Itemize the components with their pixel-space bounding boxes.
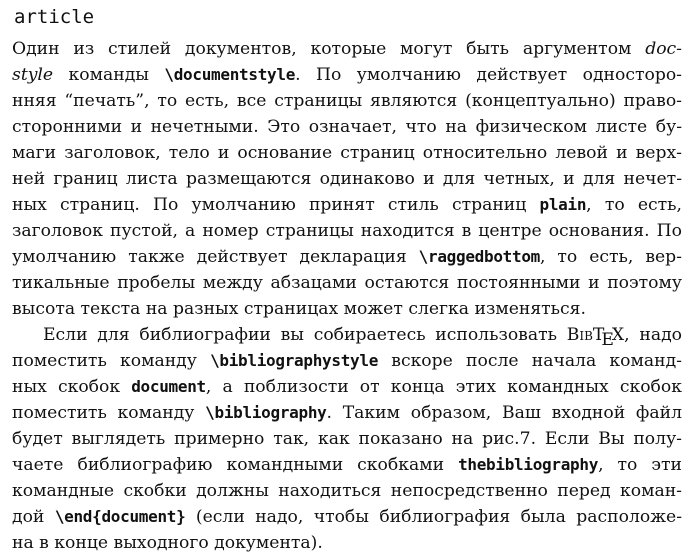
paragraph-line: тикальные пробелы между абзацами остаются постоянными и поэтому [12,273,682,293]
text-run: , то есть, вер- [539,247,682,267]
text-run: ных скобок [12,377,132,397]
paragraph-line [12,244,682,270]
italic-text: style [12,65,54,85]
text-run: умолчанию также действует декларация [12,247,419,267]
text-run: X, надо [611,325,682,345]
paragraph-line: будет выглядеть примерно так, как показано на рис.7. Если Вы полу- [12,429,682,449]
code-command: thebibliography [458,455,599,474]
paragraph-line: ней границ листа размещаются одинаково и для четных, и для нечет- [12,169,682,189]
italic-text: doc- [645,39,682,59]
text-run: вскоре после начала команд- [378,351,682,371]
text-run: , то эти [598,455,682,475]
text-run: команды [53,65,165,85]
paragraph-line: на в конце выходного документа). [12,533,323,553]
document-page [12,0,683,553]
text-run: поместить команду [12,351,211,371]
paragraph-line: маги заголовок, тело и основание страниц относительно левой и верх- [12,143,682,163]
section-heading: article [14,6,95,28]
bibtex-logo-part: BibT [566,325,605,345]
text-run: поместить команду [12,403,206,423]
text-run: чаете библиографию командными скобками [12,455,459,475]
paragraph-line: нняя “печать”, то есть, все страницы являются (концептуально) право- [12,91,682,111]
text-run: дой [12,507,55,527]
paragraph-line: сторонними и нечетными. Это означает, что на физическом листе бу- [12,117,682,137]
paragraph-line [12,504,682,530]
text-run: . По умолчанию действует односторо- [295,65,682,85]
paragraph-line [12,452,682,478]
code-command: \bibliography [205,403,327,422]
paragraph-line [12,348,682,374]
paragraph-line [12,192,682,218]
bibtex-logo-part: E [601,330,614,350]
text-run: Один из стилей документов, которые могут быть аргументом [12,39,646,59]
text-run: Если для библиографии вы собираетесь использовать [43,325,567,345]
paragraph-line: высота текста на разных страницах может слегка изменяться. [12,299,586,319]
code-command: \end{document} [54,507,186,526]
text-run: ных страниц. По умолчанию принят стиль страниц [12,195,540,215]
code-command: document [131,377,206,396]
paragraph-line [12,400,682,426]
paragraph-line [12,322,682,348]
text-run: , а поблизости от конца этих командных скобок [205,377,682,397]
code-command: \raggedbottom [418,247,540,266]
text-run: (если надо, чтобы библиография была расположе- [185,507,682,527]
text-run: , то есть, [586,195,683,215]
paragraph-line: заголовок пустой, а номер страницы находится в центре основания. По [12,221,682,241]
code-command: \documentstyle [164,65,296,84]
code-command: \bibliographystyle [210,351,379,370]
code-command: plain [539,195,587,214]
paragraph-line: командные скобки должны находиться непосредственно перед коман- [12,481,682,501]
paragraph-line [12,374,682,400]
text-run: . Таким образом, Ваш входной файл [326,403,682,423]
paragraph-line [12,62,682,88]
paragraph-line [12,36,682,62]
